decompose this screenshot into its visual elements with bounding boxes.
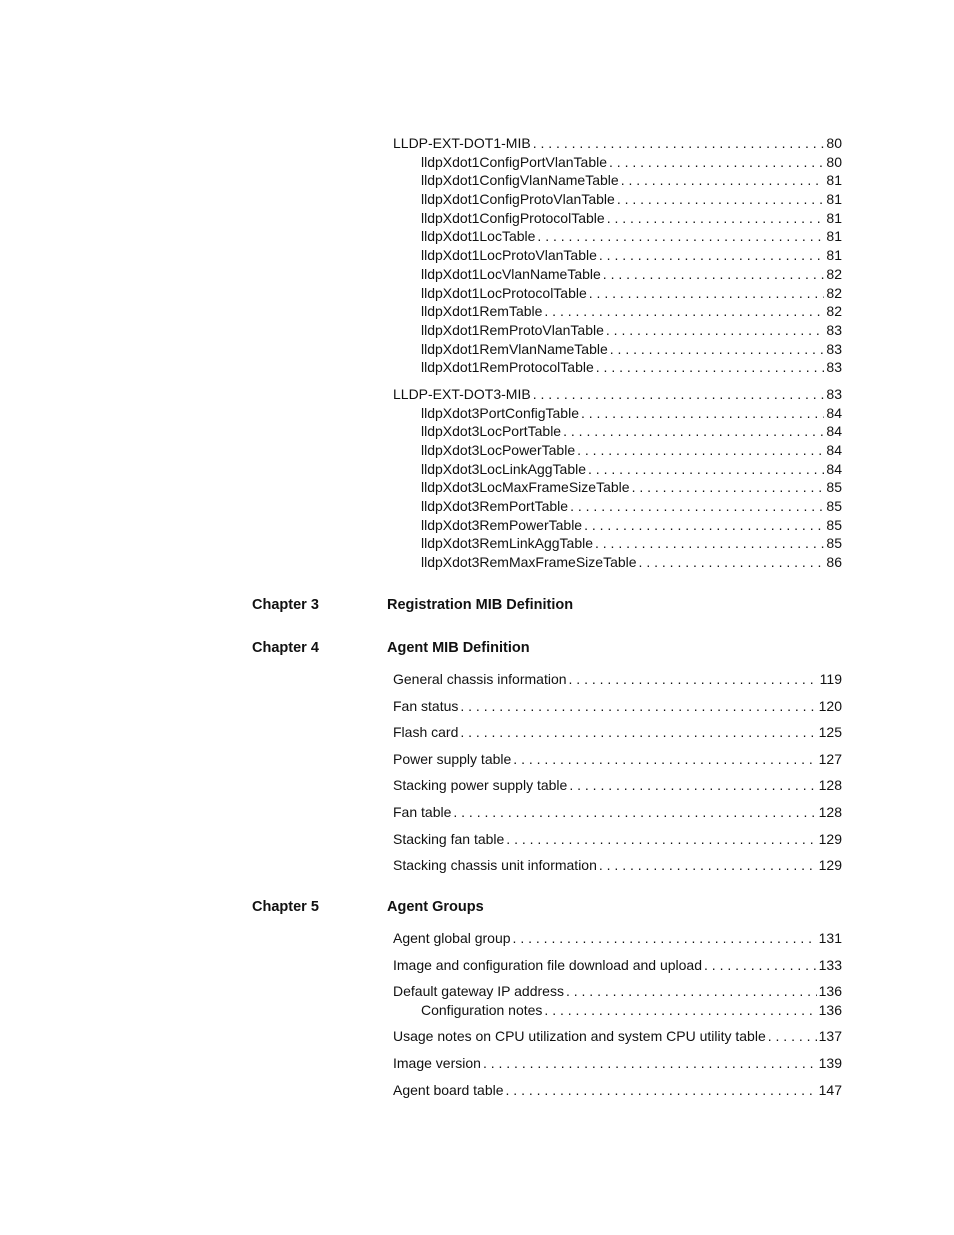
- dot-leader: [606, 321, 825, 340]
- chapter-title: Agent MIB Definition: [387, 640, 530, 656]
- toc-entry-label: LLDP-EXT-DOT1-MIB: [393, 135, 531, 151]
- chapter-heading-4[interactable]: [252, 640, 852, 656]
- toc-entry-page: 86: [826, 554, 842, 571]
- chapter-number: Chapter 4: [252, 640, 319, 656]
- toc-entry-label: Fan status: [393, 697, 459, 714]
- dot-leader: [563, 422, 824, 441]
- toc-entry-label: lldpXdot3RemLinkAggTable: [421, 535, 593, 552]
- toc-entry[interactable]: [393, 776, 842, 803]
- toc-entry-page: 85: [826, 535, 842, 552]
- toc-entry[interactable]: [393, 1054, 842, 1081]
- dot-leader: [506, 830, 816, 849]
- toc-entry-page: 129: [818, 830, 842, 847]
- toc-subentry[interactable]: [393, 171, 842, 190]
- toc-entry-label: lldpXdot1ConfigProtocolTable: [421, 209, 605, 226]
- toc-entry-page: 84: [826, 404, 842, 421]
- chapter-title: Registration MIB Definition: [387, 597, 574, 613]
- toc-entry-label: lldpXdot3PortConfigTable: [421, 404, 579, 421]
- dot-leader: [607, 209, 825, 228]
- dot-leader: [566, 982, 817, 1001]
- toc-entry-page: 136: [818, 983, 842, 1000]
- dot-leader: [506, 1081, 817, 1100]
- toc-entry-label: LLDP-EXT-DOT3-MIB: [393, 385, 531, 402]
- toc-subentry[interactable]: [393, 284, 842, 303]
- toc-entry-label: Stacking power supply table: [393, 777, 568, 794]
- chapter-5-entries: [393, 929, 842, 1099]
- toc-entry-page: 83: [826, 321, 842, 338]
- toc-subentry[interactable]: [393, 209, 842, 228]
- dot-leader: [599, 856, 817, 875]
- chapter-number: Chapter 5: [252, 899, 319, 915]
- chapter-heading-5[interactable]: [252, 899, 852, 915]
- dot-leader: [589, 284, 825, 303]
- dot-leader: [460, 697, 816, 716]
- toc-subentry[interactable]: [393, 190, 842, 209]
- toc-entry-page: 81: [826, 191, 842, 208]
- chapter-heading-3[interactable]: [252, 597, 852, 613]
- toc-entry-label: Fan table: [393, 803, 452, 820]
- toc-entry-page: 127: [818, 750, 842, 767]
- toc-entry[interactable]: [393, 385, 842, 404]
- dot-leader: [603, 265, 825, 284]
- toc-subentry[interactable]: [393, 153, 842, 172]
- toc-subentry[interactable]: [393, 246, 842, 265]
- toc-entry-page: 80: [826, 135, 842, 151]
- toc-entry-label: lldpXdot1ConfigProtoVlanTable: [421, 191, 615, 208]
- dot-leader: [533, 385, 825, 404]
- toc-entry-page: 85: [826, 479, 842, 496]
- toc-entry-page: 147: [818, 1081, 842, 1098]
- toc-subentry[interactable]: [393, 478, 842, 497]
- toc-entry-page: 129: [818, 857, 842, 874]
- toc-subentry[interactable]: [393, 1001, 842, 1028]
- toc-entry-label: lldpXdot3LocPortTable: [421, 423, 562, 440]
- toc-entry[interactable]: [393, 803, 842, 830]
- chapter-4-entries: [393, 670, 842, 883]
- toc-entry-page: 128: [818, 803, 842, 820]
- toc-entry[interactable]: [393, 697, 842, 724]
- toc-entry-page: 131: [818, 930, 842, 946]
- dot-leader: [581, 404, 824, 423]
- toc-entry-page: 83: [826, 340, 842, 357]
- dot-leader: [537, 227, 824, 246]
- toc-entry-label: lldpXdot1LocProtocolTable: [421, 284, 587, 301]
- dot-leader: [460, 723, 816, 742]
- toc-entry-label: lldpXdot3LocLinkAggTable: [421, 460, 587, 477]
- toc-subentry[interactable]: [393, 497, 842, 516]
- toc-subentry[interactable]: [393, 441, 842, 460]
- dot-leader: [513, 929, 817, 948]
- dot-leader: [544, 1001, 816, 1020]
- dot-leader: [569, 776, 816, 795]
- dot-leader: [609, 153, 824, 172]
- toc-entry-page: 81: [826, 228, 842, 245]
- toc-entry-label: Agent board table: [393, 1081, 504, 1098]
- toc-entry-label: Default gateway IP address: [393, 983, 564, 1000]
- dot-leader: [483, 1054, 817, 1073]
- toc-entry-page: 81: [826, 172, 842, 189]
- spacer: [393, 377, 842, 385]
- toc-subentry[interactable]: [393, 534, 842, 553]
- dot-leader: [610, 340, 825, 359]
- dot-leader: [453, 803, 816, 822]
- toc-subentry[interactable]: [393, 404, 842, 423]
- toc-entry-page: 81: [826, 247, 842, 264]
- toc-entry-page: 128: [818, 777, 842, 794]
- dot-leader: [577, 441, 824, 460]
- dot-leader: [596, 358, 825, 377]
- toc-subentry[interactable]: [393, 227, 842, 246]
- dot-leader: [704, 956, 817, 975]
- toc-entry[interactable]: [393, 982, 842, 1001]
- toc-entry-label: lldpXdot3RemPortTable: [421, 498, 569, 515]
- toc-entry-label: lldpXdot3LocMaxFrameSizeTable: [421, 479, 630, 496]
- toc-entry-label: Stacking chassis unit information: [393, 857, 597, 874]
- dot-leader: [533, 134, 825, 153]
- toc-entry-page: 80: [826, 153, 842, 170]
- toc-entry-page: 84: [826, 460, 842, 477]
- toc-subentry[interactable]: [393, 340, 842, 359]
- lldp-toc-block: [393, 134, 842, 572]
- toc-subentry[interactable]: [393, 265, 842, 284]
- toc-entry-page: 120: [818, 697, 842, 714]
- toc-entry[interactable]: [393, 1081, 842, 1100]
- toc-entry-page: 81: [826, 209, 842, 226]
- toc-entry-page: 85: [826, 498, 842, 515]
- toc-subentry[interactable]: [393, 516, 842, 535]
- toc-entry-page: 85: [826, 516, 842, 533]
- toc-entry-page: 83: [826, 385, 842, 402]
- toc-entry-label: lldpXdot1LocProtoVlanTable: [421, 247, 597, 264]
- toc-entry[interactable]: [393, 830, 842, 857]
- toc-entry-label: Configuration notes: [421, 1001, 543, 1018]
- toc-entry[interactable]: [393, 956, 842, 983]
- toc-entry-label: lldpXdot1RemProtoVlanTable: [421, 321, 604, 338]
- dot-leader: [595, 534, 824, 553]
- toc-entry-label: lldpXdot1RemProtocolTable: [421, 359, 594, 376]
- dot-leader: [513, 750, 816, 769]
- dot-leader: [632, 478, 825, 497]
- toc-entry[interactable]: [393, 929, 842, 956]
- toc-entry-label: Usage notes on CPU utilization and system CPU utility table: [393, 1028, 766, 1045]
- dot-leader: [569, 670, 818, 689]
- toc-entry-page: 119: [819, 671, 842, 687]
- dot-leader: [621, 171, 825, 190]
- toc-entry-label: lldpXdot1ConfigPortVlanTable: [421, 153, 608, 170]
- toc-entry-label: lldpXdot3RemPowerTable: [421, 516, 583, 533]
- toc-entry-label: Power supply table: [393, 750, 512, 767]
- toc-subentry[interactable]: [393, 422, 842, 441]
- toc-subentry[interactable]: [393, 321, 842, 340]
- dot-leader: [599, 246, 825, 265]
- toc-entry-label: Flash card: [393, 724, 459, 741]
- toc-entry[interactable]: [393, 856, 842, 883]
- toc-entry[interactable]: [393, 723, 842, 750]
- dot-leader: [570, 497, 824, 516]
- toc-entry-page: 82: [826, 284, 842, 301]
- dot-leader: [768, 1027, 817, 1046]
- toc-entry[interactable]: [393, 1027, 842, 1054]
- toc-entry-page: 84: [826, 442, 842, 458]
- dot-leader: [584, 516, 824, 535]
- toc-entry-page: 84: [826, 423, 842, 440]
- toc-entry-label: lldpXdot3RemMaxFrameSizeTable: [421, 554, 637, 571]
- toc-subentry[interactable]: [393, 358, 842, 377]
- toc-entry-page: 133: [818, 956, 842, 973]
- toc-entry[interactable]: [393, 670, 842, 697]
- toc-subentry[interactable]: [393, 553, 842, 572]
- toc-subentry[interactable]: [393, 460, 842, 479]
- chapter-number: Chapter 3: [252, 597, 319, 613]
- toc-subentry[interactable]: [393, 302, 842, 321]
- toc-entry-label: General chassis information: [393, 671, 567, 687]
- toc-entry-label: lldpXdot1RemVlanNameTable: [421, 340, 608, 357]
- toc-entry-page: 136: [818, 1001, 842, 1018]
- toc-entry-page: 83: [826, 359, 842, 376]
- toc-entry-label: lldpXdot1RemTable: [421, 303, 543, 320]
- toc-entry-page: 82: [826, 265, 842, 282]
- toc-entry-page: 125: [818, 724, 842, 741]
- toc-entry[interactable]: [393, 134, 842, 153]
- toc-entry-label: Stacking fan table: [393, 830, 505, 847]
- toc-entry[interactable]: [393, 750, 842, 777]
- toc-entry-label: Agent global group: [393, 930, 511, 946]
- toc-entry-label: Image and configuration file download and upload: [393, 956, 703, 973]
- dot-leader: [617, 190, 825, 209]
- toc-entry-label: lldpXdot1ConfigVlanNameTable: [421, 172, 619, 189]
- toc-entry-page: 82: [826, 303, 842, 320]
- dot-leader: [588, 460, 824, 479]
- toc-entry-label: Image version: [393, 1055, 481, 1072]
- toc-entry-label: lldpXdot1LocVlanNameTable: [421, 265, 601, 282]
- toc-entry-label: lldpXdot3LocPowerTable: [421, 442, 576, 458]
- toc-entry-page: 139: [818, 1055, 842, 1072]
- toc-entry-page: 137: [818, 1028, 842, 1045]
- dot-leader: [544, 302, 824, 321]
- chapter-title: Agent Groups: [387, 899, 484, 915]
- toc-entry-label: lldpXdot1LocTable: [421, 228, 536, 245]
- dot-leader: [639, 553, 825, 572]
